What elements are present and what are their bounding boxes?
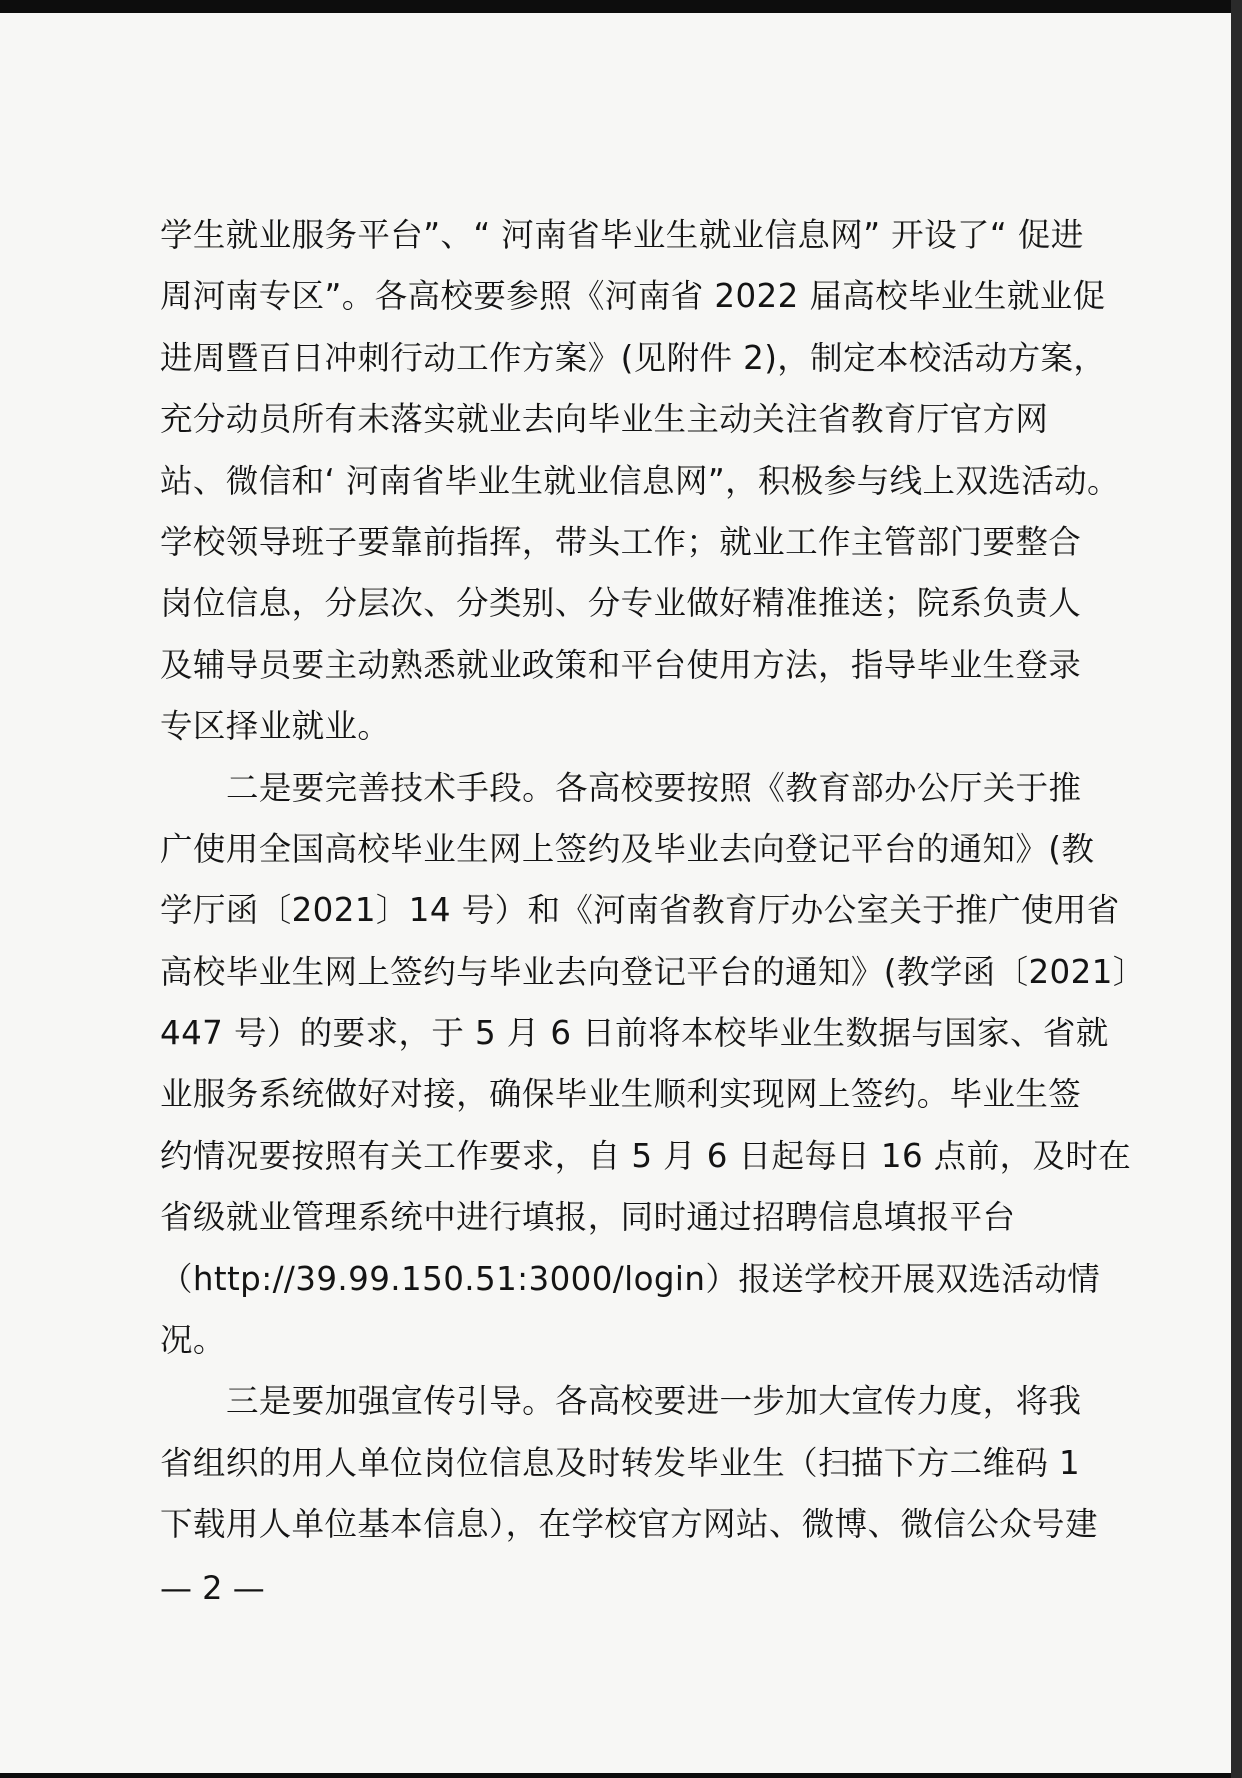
body-line: 约情况要按照有关工作要求，自 5 月 6 日起每日 16 点前，及时在 [160, 1136, 1132, 1175]
body-line: 及辅导员要主动熟悉就业政策和平台使用方法，指导毕业生登录 [160, 645, 1082, 684]
body-line: 况。 [160, 1321, 226, 1360]
body-line: 高校毕业生网上签约与毕业去向登记平台的通知》(教学函〔2021〕 [160, 952, 1146, 991]
body-line: 下载用人单位基本信息），在学校官方网站、微博、微信公众号建 [160, 1505, 1098, 1544]
document-body [160, 205, 1146, 1556]
document-page [0, 13, 1231, 1773]
body-line: 省组织的用人单位岗位信息及时转发毕业生（扫描下方二维码 1 [160, 1443, 1081, 1482]
body-line: 站、微信和‘ 河南省毕业生就业信息网”，积极参与线上双选活动。 [160, 461, 1120, 500]
body-line: 广使用全国高校毕业生网上签约及毕业去向登记平台的通知》(教 [160, 829, 1095, 868]
body-line: 学生就业服务平台”、“ 河南省毕业生就业信息网” 开设了“ 促进 [160, 216, 1084, 254]
body-line: 学校领导班子要靠前指挥，带头工作；就业工作主管部门要整合 [160, 522, 1082, 561]
body-line: 447 号）的要求，于 5 月 6 日前将本校毕业生数据与国家、省就 [160, 1014, 1109, 1053]
paragraph-start-line: 三是要加强宣传引导。各高校要进一步加大宣传力度，将我 [226, 1382, 1082, 1421]
page-edge-shadow [1231, 0, 1242, 1778]
body-line: 专区择业就业。 [160, 707, 391, 746]
body-line: 充分动员所有未落实就业去向毕业生主动关注省教育厅官方网 [160, 400, 1049, 439]
url-line: （http://39.99.150.51:3000/login）报送学校开展双选活动情 [160, 1259, 1101, 1298]
body-line: 业服务系统做好对接，确保毕业生顺利实现网上签约。毕业生签 [160, 1075, 1082, 1114]
body-line: 省级就业管理系统中进行填报，同时通过招聘信息填报平台 [160, 1198, 1016, 1237]
body-line: 学厅函〔2021〕14 号）和《河南省教育厅办公室关于推广使用省 [160, 891, 1120, 930]
body-line: 周河南专区”。各高校要参照《河南省 2022 届高校毕业生就业促 [160, 277, 1106, 316]
paragraph-start-line: 二是要完善技术手段。各高校要按照《教育部办公厅关于推 [226, 768, 1082, 807]
body-line: 岗位信息，分层次、分类别、分专业做好精准推送；院系负责人 [160, 584, 1082, 623]
page-number: — 2 — [160, 1569, 265, 1607]
body-line: 进周暨百日冲刺行动工作方案》(见附件 2)，制定本校活动方案， [160, 338, 1107, 377]
